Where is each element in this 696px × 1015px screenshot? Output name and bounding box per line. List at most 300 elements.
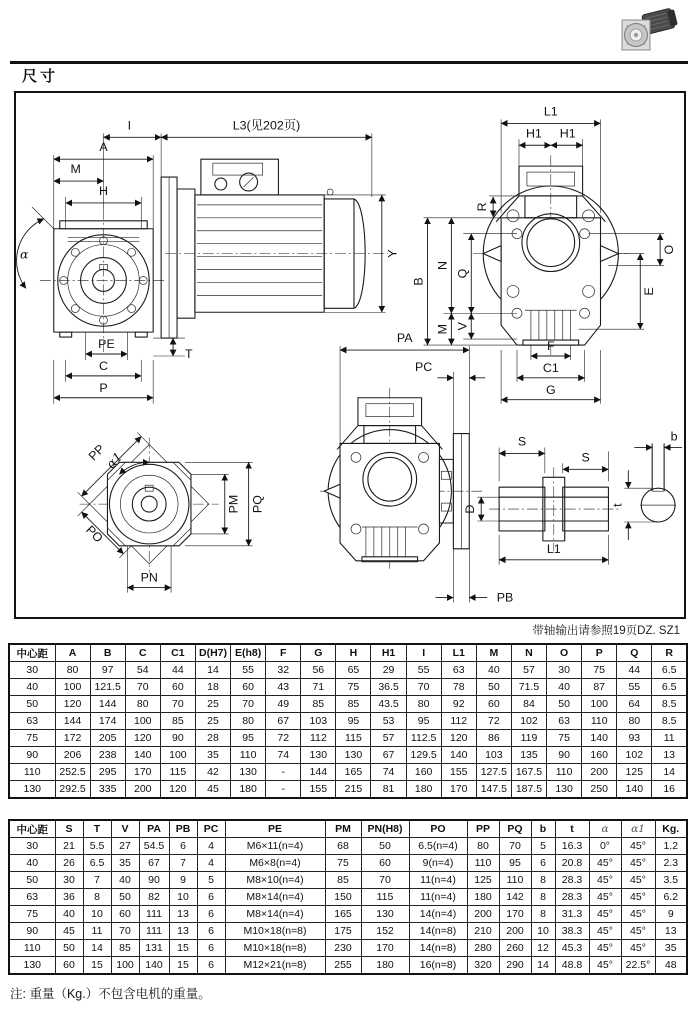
table-cell: 110 (582, 713, 617, 730)
table-row (9, 781, 687, 799)
table-cell: 48 (655, 957, 687, 975)
table-cell: 30 (55, 872, 83, 889)
table-cell: 16(n=8) (409, 957, 467, 975)
table-cell: 102 (617, 747, 652, 764)
table-cell: 40 (9, 679, 55, 696)
table-cell: 55 (406, 662, 441, 679)
table-cell: 130 (9, 781, 55, 799)
table-cell: 75 (9, 906, 55, 923)
dim-label-y: Y (385, 249, 400, 258)
table-cell: 60 (231, 679, 266, 696)
table-cell: - (266, 764, 301, 781)
table-cell: 115 (160, 764, 195, 781)
table-cell: 12 (531, 940, 555, 957)
table-cell: 14 (531, 957, 555, 975)
table-row (9, 906, 687, 923)
table-cell: 80 (467, 838, 499, 855)
column-header: V (111, 820, 139, 838)
table-cell: 70 (499, 838, 531, 855)
column-header: F (266, 644, 301, 662)
dim-label-f: F (547, 339, 555, 354)
table-cell: 68 (325, 838, 361, 855)
table-cell: 85 (301, 696, 336, 713)
table-cell: 32 (266, 662, 301, 679)
table-cell: 28 (195, 730, 230, 747)
table-cell: 14(n=8) (409, 940, 467, 957)
table-row (9, 764, 687, 781)
table-cell: 90 (547, 747, 582, 764)
column-header: PQ (499, 820, 531, 838)
table-cell: 67 (266, 713, 301, 730)
table-cell: 31.3 (555, 906, 589, 923)
table-cell: 72 (476, 713, 511, 730)
table-cell: 167.5 (511, 764, 546, 781)
table-cell: 14(n=4) (409, 906, 467, 923)
column-header: B (90, 644, 125, 662)
table-cell: 127.5 (476, 764, 511, 781)
table-cell: 80 (125, 696, 160, 713)
table-cell: 28.3 (555, 889, 589, 906)
table-cell: 11(n=4) (409, 872, 467, 889)
table-cell: 85 (111, 940, 139, 957)
table-cell: 75 (9, 730, 55, 747)
dim-label-s-left: S (517, 434, 527, 449)
table-cell: 48.8 (555, 957, 589, 975)
column-header: A (55, 644, 90, 662)
table-cell: 100 (582, 696, 617, 713)
table-cell: 8.5 (652, 713, 687, 730)
column-header: PC (197, 820, 225, 838)
table-cell: 15 (169, 957, 197, 975)
dim-label-pa: PA (396, 331, 413, 346)
table-cell: 4 (197, 855, 225, 872)
dim-label-pc: PC (414, 359, 433, 374)
table-cell: 200 (125, 781, 160, 799)
table-cell: 165 (336, 764, 371, 781)
table-cell: 22.5° (621, 957, 655, 975)
dim-label-c1: C1 (542, 360, 559, 375)
table-cell: 85 (160, 713, 195, 730)
table-cell: 6 (197, 923, 225, 940)
table-cell: 200 (582, 764, 617, 781)
table-cell: 1.2 (655, 838, 687, 855)
table-cell: 60 (361, 855, 409, 872)
table-cell: 50 (547, 696, 582, 713)
dimension-drawing-panel (14, 91, 686, 619)
column-header: PE (225, 820, 325, 838)
column-header: α1 (621, 820, 655, 838)
table-cell: 30 (9, 838, 55, 855)
column-header: Kg. (655, 820, 687, 838)
table-cell: 210 (467, 923, 499, 940)
column-header: α (589, 820, 621, 838)
table-row (9, 713, 687, 730)
table-cell: 38.3 (555, 923, 589, 940)
column-header: PB (169, 820, 197, 838)
weight-footnote: 注: 重量（Kg.）不包含电机的重量。 (10, 987, 211, 1001)
table-cell: 45° (589, 940, 621, 957)
table-cell: 14 (652, 764, 687, 781)
table-cell: 30 (9, 662, 55, 679)
view-rear (320, 331, 513, 604)
table-cell: 100 (111, 957, 139, 975)
table-cell: 57 (371, 730, 406, 747)
table-cell: 95 (231, 730, 266, 747)
table-cell: 2.3 (655, 855, 687, 872)
table-cell: 103 (301, 713, 336, 730)
table-cell: 13 (169, 906, 197, 923)
table-cell: 238 (90, 747, 125, 764)
table-cell: 280 (467, 940, 499, 957)
table-cell: - (266, 781, 301, 799)
table-cell: 35 (111, 855, 139, 872)
table-cell: M10×18(n=8) (225, 923, 325, 940)
dim-label-po: PO (83, 522, 106, 546)
table-cell: 45° (589, 872, 621, 889)
table-cell: 45° (589, 906, 621, 923)
table-row (9, 855, 687, 872)
table-cell: 120 (160, 781, 195, 799)
table-cell: M10×18(n=8) (225, 940, 325, 957)
dimension-table-main (8, 643, 688, 799)
table-cell: 140 (617, 781, 652, 799)
table-cell: 27 (111, 838, 139, 855)
table-cell: 170 (499, 906, 531, 923)
table-cell: 45° (621, 923, 655, 940)
table-cell: 100 (125, 713, 160, 730)
table-cell: 50 (55, 940, 83, 957)
view-front (412, 104, 676, 403)
table-cell: 129.5 (406, 747, 441, 764)
dim-label-b: B (411, 277, 426, 286)
table-cell: 40 (111, 872, 139, 889)
table-cell: 80 (231, 713, 266, 730)
table-cell: 71 (301, 679, 336, 696)
table-cell: 50 (361, 838, 409, 855)
table-cell: 200 (467, 906, 499, 923)
dim-label-r: R (475, 202, 490, 212)
table-cell: 180 (406, 781, 441, 799)
table-cell: 6 (197, 906, 225, 923)
dim-label-m2: M (435, 323, 450, 335)
view-side (17, 118, 400, 403)
table-cell: M6×11(n=4) (225, 838, 325, 855)
table-cell: 63 (441, 662, 476, 679)
table-cell: 74 (266, 747, 301, 764)
header-row (9, 820, 687, 838)
dimension-tables (8, 643, 688, 975)
table-cell: 25 (195, 713, 230, 730)
table-cell: 60 (55, 957, 83, 975)
table-cell: 102 (511, 713, 546, 730)
table-cell: 28.3 (555, 872, 589, 889)
table-cell: 50 (476, 679, 511, 696)
table-cell: 111 (139, 906, 169, 923)
column-header: Q (617, 644, 652, 662)
dim-label-i: I (127, 118, 132, 133)
table-cell: 110 (9, 940, 55, 957)
column-header: 中心距 (9, 820, 55, 838)
table-cell: 57 (511, 662, 546, 679)
dim-label-l1b: L1 (546, 541, 561, 556)
table-cell: 36.5 (371, 679, 406, 696)
table-cell: 121.5 (90, 679, 125, 696)
table-cell: 7 (83, 872, 111, 889)
table-cell: 11 (652, 730, 687, 747)
table-cell: 14 (195, 662, 230, 679)
table-cell: 119 (511, 730, 546, 747)
table-cell: 170 (441, 781, 476, 799)
table-cell: 5.5 (83, 838, 111, 855)
table-cell: 67 (139, 855, 169, 872)
table-cell: 42 (195, 764, 230, 781)
table-cell: 40 (55, 906, 83, 923)
table-cell: 130 (361, 906, 409, 923)
table-cell: M8×14(n=4) (225, 906, 325, 923)
table-cell: 36 (55, 889, 83, 906)
table-cell: 14 (83, 940, 111, 957)
dim-label-n: N (435, 261, 450, 271)
table-cell: 8 (531, 872, 555, 889)
column-header: C (125, 644, 160, 662)
table-cell: 90 (160, 730, 195, 747)
table-cell: 63 (9, 889, 55, 906)
table-cell: 4 (197, 838, 225, 855)
table-row (9, 940, 687, 957)
table-cell: 295 (90, 764, 125, 781)
table-cell: 120 (441, 730, 476, 747)
table-row (9, 957, 687, 975)
table-cell: 252.5 (55, 764, 90, 781)
table-cell: 100 (160, 747, 195, 764)
table-cell: 150 (325, 889, 361, 906)
table-cell: 65 (336, 662, 371, 679)
table-cell: 115 (361, 889, 409, 906)
table-row (9, 679, 687, 696)
table-cell: 175 (325, 923, 361, 940)
table-cell: 80 (617, 713, 652, 730)
table-row (9, 747, 687, 764)
table-cell: 10 (83, 906, 111, 923)
table-cell: 70 (111, 923, 139, 940)
column-header: O (547, 644, 582, 662)
dim-label-h1-left: H1 (525, 126, 542, 141)
table-cell: 230 (325, 940, 361, 957)
table-cell: 90 (9, 923, 55, 940)
table-cell: 20.8 (555, 855, 589, 872)
table-cell: 40 (9, 855, 55, 872)
dim-label-b-key: b (670, 429, 678, 444)
table-cell: 13 (655, 923, 687, 940)
table-cell: 60 (111, 906, 139, 923)
dim-label-d: D (463, 504, 478, 514)
table-cell: 6.5 (83, 855, 111, 872)
table-cell: 110 (547, 764, 582, 781)
table-cell: 55 (231, 662, 266, 679)
table-cell: 111 (139, 923, 169, 940)
table-cell: 45° (621, 838, 655, 855)
table-cell: 160 (582, 747, 617, 764)
column-header: b (531, 820, 555, 838)
table-cell: 45° (621, 906, 655, 923)
table-cell: 130 (336, 747, 371, 764)
table-cell: 6 (197, 940, 225, 957)
column-header: PO (409, 820, 467, 838)
table-cell: 16.3 (555, 838, 589, 855)
dim-label-pe: PE (98, 337, 115, 352)
table-cell: 16 (652, 781, 687, 799)
column-header: T (83, 820, 111, 838)
dimension-drawing (16, 93, 684, 617)
table-cell: 8 (531, 906, 555, 923)
column-header: C1 (160, 644, 195, 662)
table-cell: 11(n=4) (409, 889, 467, 906)
table-cell: 144 (55, 713, 90, 730)
table-cell: 50 (111, 889, 139, 906)
table-cell: 55 (617, 679, 652, 696)
table-cell: 120 (55, 696, 90, 713)
column-header: P (582, 644, 617, 662)
table-cell: 140 (582, 730, 617, 747)
table-cell: 25 (195, 696, 230, 713)
table-cell: 63 (547, 713, 582, 730)
table-cell: 144 (301, 764, 336, 781)
table-cell: 80 (406, 696, 441, 713)
table-cell: 6.5 (652, 679, 687, 696)
table-cell: 72 (266, 730, 301, 747)
column-header: N (511, 644, 546, 662)
table-cell: 125 (467, 872, 499, 889)
table-cell: 9 (169, 872, 197, 889)
table-cell: 320 (467, 957, 499, 975)
table-cell: 140 (125, 747, 160, 764)
table-cell: 147.5 (476, 781, 511, 799)
table-cell: 10 (531, 923, 555, 940)
column-header: I (406, 644, 441, 662)
table-cell: 135 (511, 747, 546, 764)
table-cell: 21 (55, 838, 83, 855)
table-cell: 165 (325, 906, 361, 923)
table-cell: 43.5 (371, 696, 406, 713)
drawing-note: 带轴输出请参照19页DZ. SZ1 (532, 625, 680, 637)
header-row (9, 644, 687, 662)
table-cell: 120 (125, 730, 160, 747)
dim-label-h1-right: H1 (559, 126, 576, 141)
table-cell: 0° (589, 838, 621, 855)
table-cell: 130 (301, 747, 336, 764)
dim-label-e: E (642, 287, 657, 296)
table-cell: 70 (406, 679, 441, 696)
table-cell: 45 (195, 781, 230, 799)
table-cell: 44 (160, 662, 195, 679)
table-cell: 260 (499, 940, 531, 957)
table-cell: 74 (371, 764, 406, 781)
table-cell: 125 (617, 764, 652, 781)
column-header: PA (139, 820, 169, 838)
dim-label-l3: L3(见202页) (232, 118, 301, 133)
table-cell: 67 (371, 747, 406, 764)
table-cell: 155 (441, 764, 476, 781)
column-header: G (301, 644, 336, 662)
table-cell: 8.5 (652, 696, 687, 713)
column-header: t (555, 820, 589, 838)
table-cell: 180 (361, 957, 409, 975)
table-cell: 45.3 (555, 940, 589, 957)
table-row (9, 889, 687, 906)
table-row (9, 838, 687, 855)
table-cell: 205 (90, 730, 125, 747)
table-cell: 172 (55, 730, 90, 747)
table-cell: 155 (301, 781, 336, 799)
table-cell: 6 (169, 838, 197, 855)
table-cell: 92 (441, 696, 476, 713)
table-cell: 70 (160, 696, 195, 713)
view-shaft-section (463, 429, 682, 564)
table-cell: 70 (231, 696, 266, 713)
table-cell: 45° (589, 957, 621, 975)
column-header: S (55, 820, 83, 838)
table-cell: 30 (547, 662, 582, 679)
table-cell: 112 (441, 713, 476, 730)
table-cell: 144 (90, 696, 125, 713)
table-cell: 40 (476, 662, 511, 679)
table-cell: 292.5 (55, 781, 90, 799)
table-cell: 45° (621, 889, 655, 906)
dim-label-pb: PB (496, 590, 514, 605)
table-cell: 97 (90, 662, 125, 679)
table-cell: 140 (441, 747, 476, 764)
dimension-table-mounting (8, 819, 688, 975)
table-cell: 18 (195, 679, 230, 696)
table-cell: 9(n=4) (409, 855, 467, 872)
table-cell: 85 (336, 696, 371, 713)
table-cell: 5 (197, 872, 225, 889)
table-cell: 115 (336, 730, 371, 747)
table-cell: 35 (655, 940, 687, 957)
dim-label-o: O (662, 244, 677, 255)
table-cell: 90 (139, 872, 169, 889)
table-cell: 170 (361, 940, 409, 957)
table-cell: 64 (617, 696, 652, 713)
header-rule (10, 61, 688, 64)
column-header: M (476, 644, 511, 662)
table-cell: 160 (406, 764, 441, 781)
worm-gearmotor-photo-icon (614, 4, 680, 58)
table-cell: 180 (231, 781, 266, 799)
table-row (9, 872, 687, 889)
table-cell: 56 (301, 662, 336, 679)
table-row (9, 662, 687, 679)
table-cell: 8 (83, 889, 111, 906)
table-cell: 13 (652, 747, 687, 764)
table-cell: 63 (9, 713, 55, 730)
dim-label-g: G (545, 382, 556, 397)
table-cell: 82 (139, 889, 169, 906)
table-cell: 60 (160, 679, 195, 696)
table-cell: 54 (125, 662, 160, 679)
column-header: D(H7) (195, 644, 230, 662)
table-cell: 45° (589, 889, 621, 906)
dim-label-c: C (98, 358, 108, 373)
table-cell: 14(n=8) (409, 923, 467, 940)
table-cell: 110 (9, 764, 55, 781)
table-row (9, 923, 687, 940)
table-cell: 45° (621, 872, 655, 889)
dim-label-pm: PM (226, 494, 241, 514)
dim-label-t-key: t (610, 503, 625, 507)
table-cell: 95 (406, 713, 441, 730)
table-cell: M12×21(n=8) (225, 957, 325, 975)
